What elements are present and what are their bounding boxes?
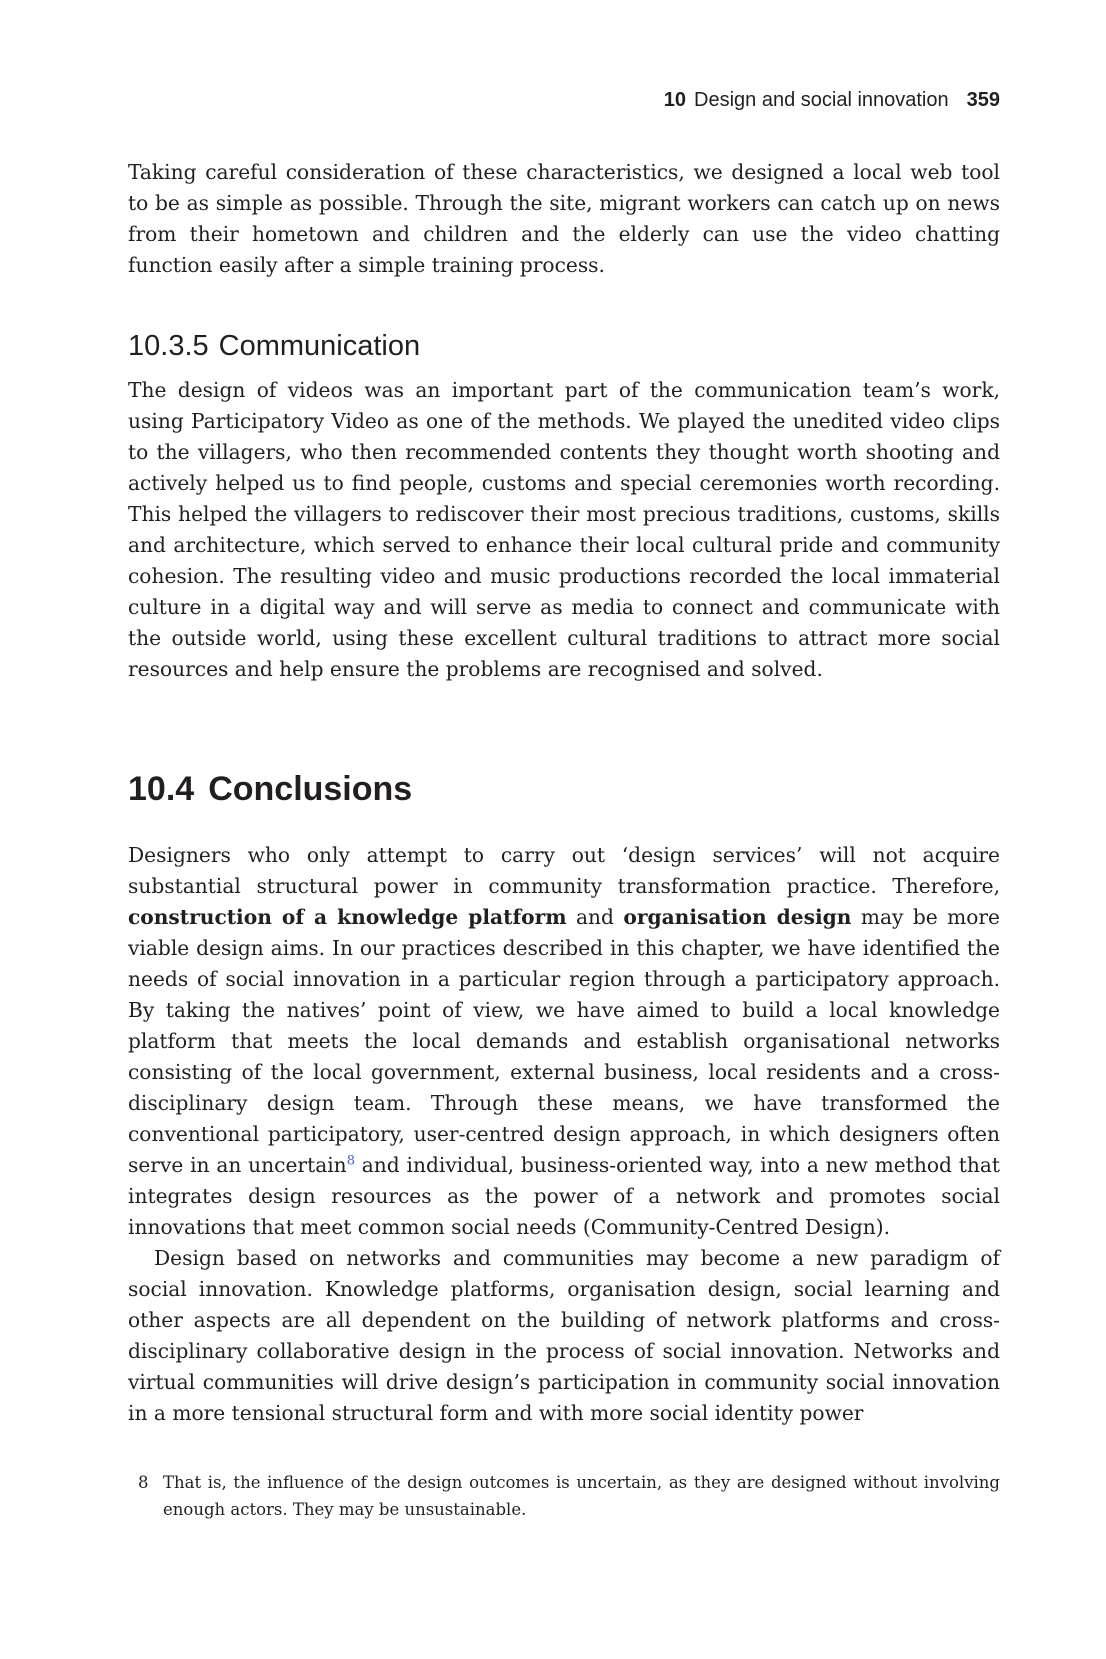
text-run: Designers who only attempt to carry out ‘design services’ will not acquire substantial structural power in community transformation practice. Therefore, [128,843,1000,898]
text-run: and individual, business-oriented way, into a new method that integrates design resources as the power of a network and promotes social innovations that meet common social needs (Community-Centred Design). [128,1153,1000,1239]
section-number: 10.4 [128,770,195,808]
running-head [128,88,1000,112]
section-number: 10.3.5 [128,330,209,362]
section-title: Communication [218,330,421,362]
conclusions-paragraph-2: Design based on networks and communities may become a new paradigm of social innovation. Knowledge platforms, organisation design, social learning and other aspects are all dependent on the building of network platforms and cross-disciplinary collaborative design in the process of social innovation. Networks and virtual communities will drive design’s participation in community social innovation in a more tensional structural form and with more social identity power [128,1246,1000,1425]
footnote [128,1469,1000,1523]
bold-term: organisation design [623,905,852,929]
bold-term: construction of a knowledge platform [128,905,567,929]
footnote-reference-link[interactable]: 8 [346,1153,355,1169]
chapter-title: Design and social innovation [694,89,949,111]
text-run: and [566,905,624,929]
section-heading-10-3-5 [128,328,420,364]
conclusions-block [128,840,1000,1429]
chapter-number: 10 [663,89,687,111]
conclusions-paragraph-1 [128,840,1000,1243]
intro-paragraph-block [128,157,1000,281]
communication-paragraph-block [128,375,1000,685]
section-heading-10-4 [128,768,412,810]
intro-paragraph: Taking careful consideration of these characteristics, we designed a local web tool to be as simple as possible. Through the site, migrant workers can catch up on news from their hometown and children and the elderly can use the video chatting function easily after a simple training process. [128,160,1000,277]
footnote-number: 8 [138,1473,149,1492]
text-run: may be more viable design aims. In our practices described in this chapter, we have identified the needs of social innovation in a particular region through a participatory approach. By taking the natives’ point of view, we have aimed to build a local knowledge platform that meets the local demands and establish organisational networks consisting of the local government, external business, local residents and a cross-disciplinary design team. Through these means, we have transformed the conventional participatory, user-centred design approach, in which designers often serve in an uncertain [128,905,1000,1177]
communication-paragraph: The design of videos was an important part of the communication team’s work, using Participatory Video as one of the methods. We played the unedited video clips to the villagers, who then recommended contents they thought worth shooting and actively helped us to find people, customs and special ceremonies worth recording. This helped the villagers to rediscover their most precious traditions, customs, skills and architecture, which served to enhance their local cultural pride and community cohesion. The resulting video and music productions recorded the local immaterial culture in a digital way and will serve as media to connect and communicate with the outside world, using these excellent cultural traditions to attract more social resources and help ensure the problems are recognised and solved. [128,378,1000,681]
page-number: 359 [966,89,1000,111]
section-title: Conclusions [208,770,413,808]
footnote-text: That is, the influence of the design outcomes is uncertain, as they are designed without involving enough actors. They may be unsustainable. [163,1473,1000,1519]
